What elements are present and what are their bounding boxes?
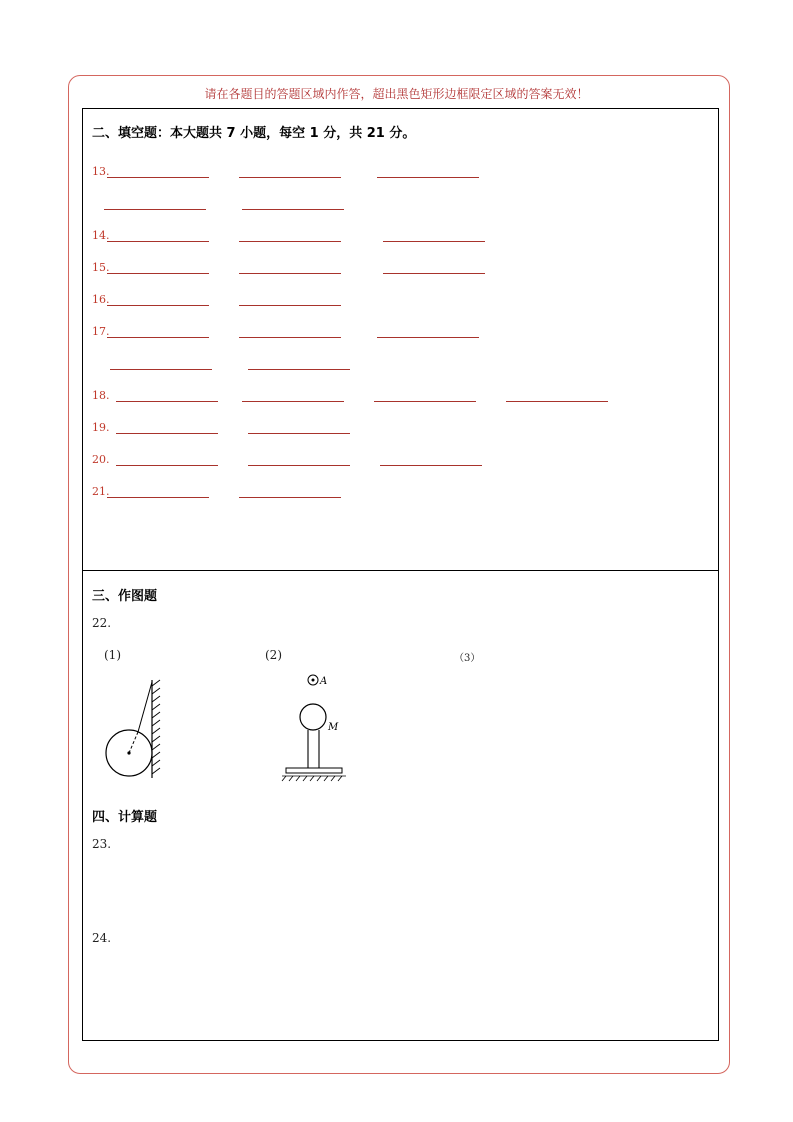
question-19-label: 19. [92,421,110,434]
q13-blank-3[interactable] [377,177,479,178]
section2-heading: 二、填空题：本大题共 7 小题，每空 1 分，共 21 分。 [92,126,416,141]
part-1-label: (1) [104,648,121,662]
q15-blank-1[interactable] [107,273,209,274]
q21-blank-1[interactable] [107,497,209,498]
figure-ball-against-wall[interactable] [100,676,170,780]
q16-blank-1[interactable] [107,305,209,306]
q18-blank-1[interactable] [116,401,218,402]
section3-heading: 三、作图题 [92,589,158,604]
ball-center-dot [127,751,130,754]
q18-blank-3[interactable] [374,401,476,402]
figure-sphere-on-stand[interactable] [278,670,358,782]
q17-blank-2[interactable] [239,337,341,338]
rope-extension-dashed [129,732,138,753]
q13-blank-4[interactable] [104,209,206,210]
q20-blank-1[interactable] [116,465,218,466]
metal-sphere [300,704,326,730]
question-15-label: 15. [92,261,110,274]
section4-heading: 四、计算题 [92,810,158,825]
q13-blank-5[interactable] [242,209,344,210]
q17-blank-5[interactable] [248,369,350,370]
answer-box [82,108,719,1041]
q20-blank-3[interactable] [380,465,482,466]
q18-blank-2[interactable] [242,401,344,402]
question-21-label: 21. [92,485,110,498]
question-20-label: 20. [92,453,110,466]
q18-blank-4[interactable] [506,401,608,402]
q14-blank-1[interactable] [107,241,209,242]
question-14-label: 14. [92,229,110,242]
question-23-label: 23. [92,837,112,851]
answer-area-notice: 请在各题目的答题区域内作答，超出黑色矩形边框限定区域的答案无效！ [204,87,589,101]
q13-blank-2[interactable] [239,177,341,178]
q17-blank-3[interactable] [377,337,479,338]
question-16-label: 16. [92,293,110,306]
question-18-label: 18. [92,389,110,402]
q16-blank-2[interactable] [239,305,341,306]
q17-blank-1[interactable] [107,337,209,338]
part-3-label: （3） [454,653,481,664]
point-a-center [312,679,315,682]
q21-blank-2[interactable] [239,497,341,498]
q19-blank-2[interactable] [248,433,350,434]
q13-blank-1[interactable] [107,177,209,178]
ground-hatching [282,776,346,781]
stand-base [286,768,342,773]
q14-blank-3[interactable] [383,241,485,242]
rope-line [138,682,152,732]
question-24-label: 24. [92,931,112,945]
sphere-m-label: M [328,722,339,733]
section-divider [82,570,719,571]
question-22-label: 22. [92,616,112,630]
q20-blank-2[interactable] [248,465,350,466]
q14-blank-2[interactable] [239,241,341,242]
part-2-label: (2) [265,648,282,662]
point-a-label: A [320,676,328,687]
wall-hatching [152,680,160,774]
q19-blank-1[interactable] [116,433,218,434]
q17-blank-4[interactable] [110,369,212,370]
q15-blank-2[interactable] [239,273,341,274]
q15-blank-3[interactable] [383,273,485,274]
question-17-label: 17. [92,325,110,338]
question-13-label: 13. [92,165,110,178]
